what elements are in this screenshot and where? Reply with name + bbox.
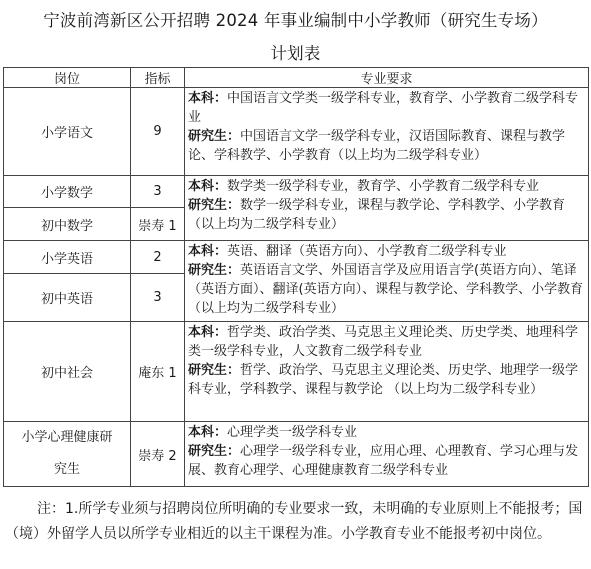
postgrad-label: 研究生： [188,198,241,213]
undergrad-text: 哲学类、政治学类、马克思主义理论类、历史学类、地理科学类一级学科专业，人文教育二级学科专业 [188,325,579,359]
undergrad-text: 英语、翻译（英语方向）、小学教育二级学科专业 [227,244,507,259]
table-header-row [4,68,589,88]
position-name: 小学英语 [4,241,131,274]
undergrad-text: 中国语言文学类一级学科专业，教育学、小学教育二级学科专业 [188,91,579,125]
undergrad-label: 本科： [188,91,228,106]
position-name: 初中英语 [4,274,131,322]
position-name: 初中社会 [4,322,131,422]
postgrad-text: 中国语言文学一级学科专业，汉语国际教育、课程与教学论、学科教学、小学教育（以上均为二级学科专业） [188,129,566,163]
position-count: 庵东 1 [131,322,185,422]
table-row [4,241,589,274]
position-name [4,422,131,487]
position-name: 初中数学 [4,208,131,241]
position-name: 小学数学 [4,176,131,208]
postgrad-label: 研究生： [188,129,241,144]
header-requirements: 专业要求 [185,68,589,88]
position-count: 崇寿 1 [131,208,185,241]
position-name-line1: 小学心理健康研 [21,430,113,445]
undergrad-label: 本科： [188,179,228,194]
recruitment-plan-table [3,67,589,487]
page-subtitle: 计划表 [270,44,321,63]
undergrad-text: 心理学类一级学科专业 [227,425,358,440]
requirement-cell [185,176,589,241]
position-count: 3 [131,176,185,208]
undergrad-label: 本科： [188,244,228,259]
position-name-line2: 究生 [53,462,80,477]
footnote: 注：1.所学专业须与招聘岗位所明确的专业要求一致，未明确的专业原则上不能报考；国（境）外留学人员以所学专业相近的以主干课程为准。小学教育专业不能报考初中岗位。 [5,501,583,542]
postgrad-text: 数学一级学科专业，课程与教学论、学科教学、小学教育（以上均为二级学科专业） [188,198,566,232]
position-count: 崇寿 2 [131,422,185,487]
table-row [4,88,589,176]
page-title: 宁波前湾新区公开招聘 2024 年事业编制中小学教师（研究生专场） [43,11,548,30]
header-position: 岗位 [4,68,131,88]
table-row [4,322,589,422]
requirement-cell [185,422,589,487]
undergrad-text: 数学类一级学科专业，教育学、小学教育二级学科专业 [227,179,540,194]
undergrad-label: 本科： [188,325,228,340]
position-name: 小学语文 [4,88,131,176]
position-count: 3 [131,274,185,322]
position-count: 9 [131,88,185,176]
postgrad-text: 心理学一级学科专业，应用心理、心理教育、学习心理与发展、教育心理学、心理健康教育二级学科专业 [188,444,579,478]
requirement-cell [185,322,589,422]
table-row [4,176,589,208]
postgrad-text: 英语语言文学、外国语言学及应用语言学(英语方向）、笔译（英语方面）、翻译(英语方向）、课程与教学论、学科教学、小学教育（以上均为二级学科专业） [188,263,584,316]
table-row [4,422,589,487]
header-count: 指标 [131,68,185,88]
postgrad-label: 研究生： [188,444,241,459]
postgrad-text: 哲学、政治学、马克思主义理论类、历史学、地理学一级学科专业，学科教学、课程与教学论 （以上均为二级学科专业） [188,363,579,397]
postgrad-label: 研究生： [188,263,241,278]
undergrad-label: 本科： [188,425,228,440]
requirement-cell [185,88,589,176]
requirement-cell [185,241,589,322]
postgrad-label: 研究生： [188,363,241,378]
position-count: 2 [131,241,185,274]
